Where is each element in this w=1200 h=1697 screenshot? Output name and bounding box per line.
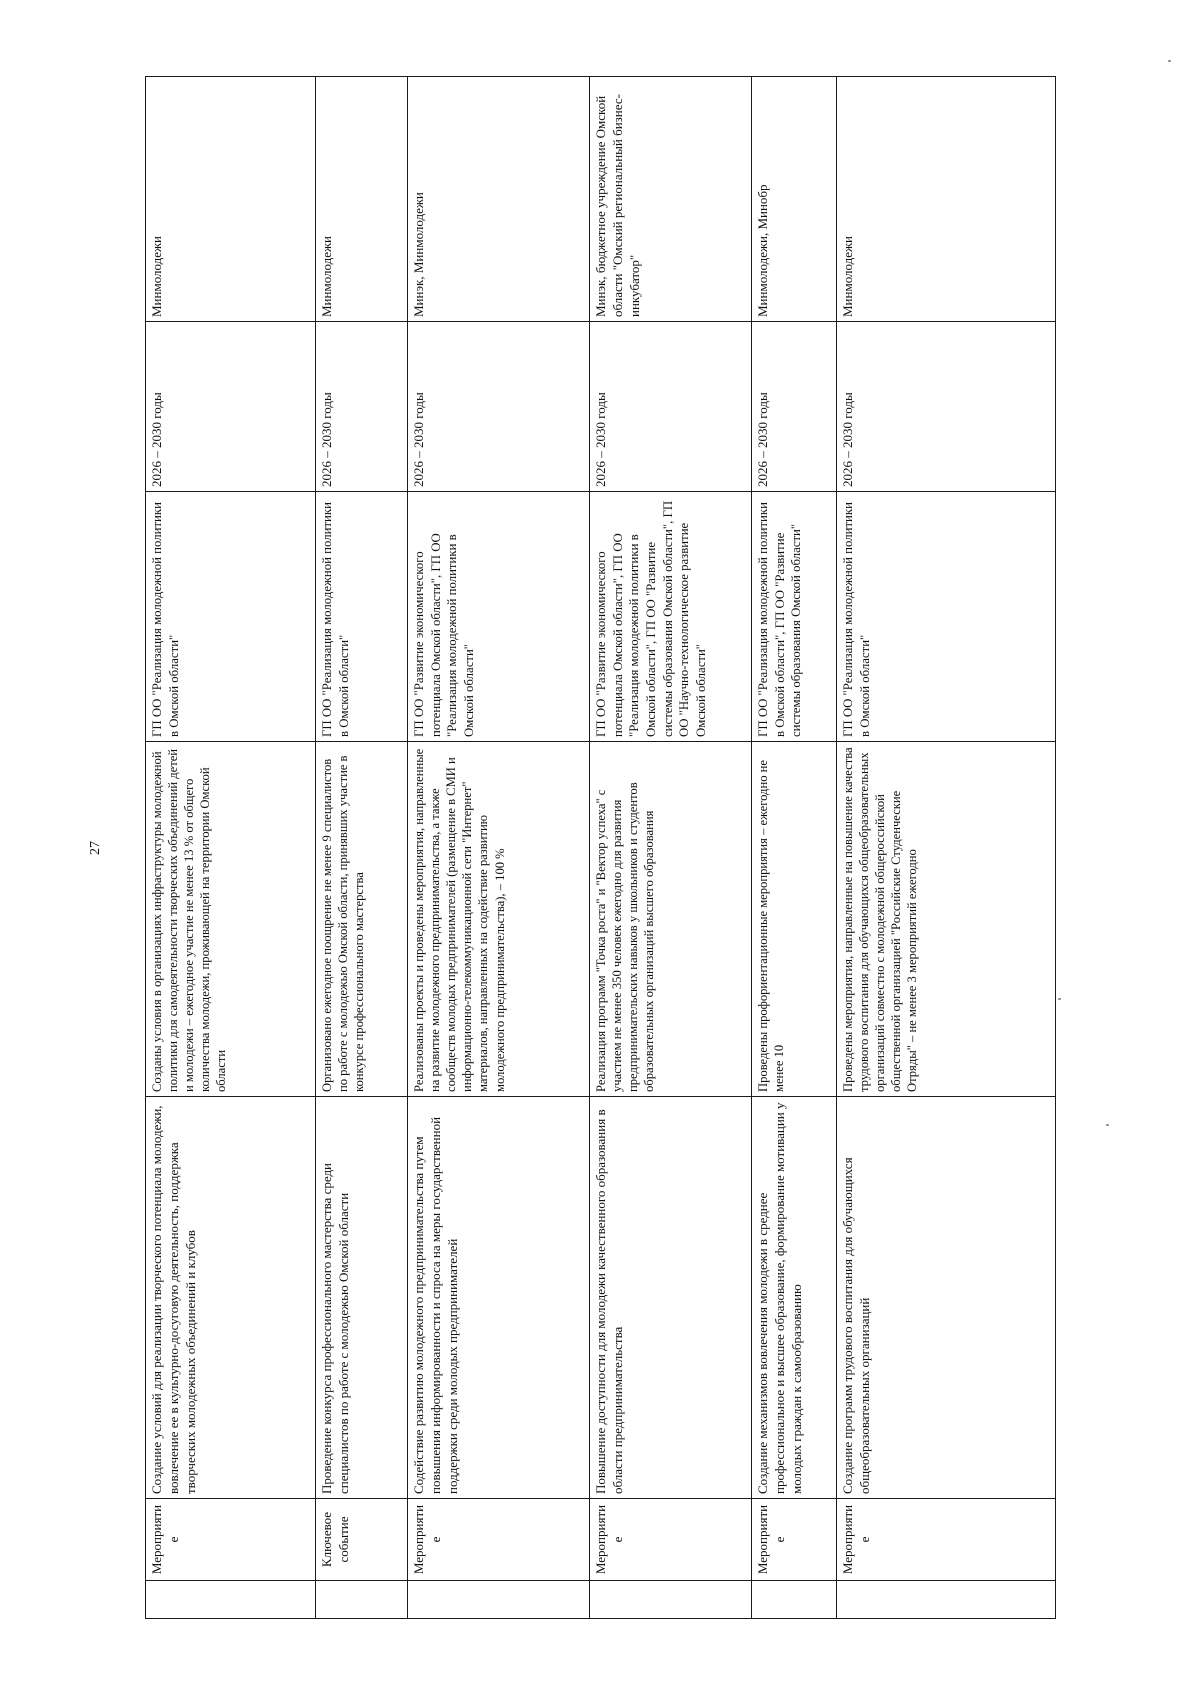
- row-number-cell: [837, 1581, 1056, 1619]
- row-program-cell: ГП ОО "Развитие экономического потенциала Омской области", ГП ОО "Реализация молодежной политики в Омской области": [408, 492, 590, 742]
- row-result-cell: Проведены мероприятия, направленные на повышение качества трудового воспитания для обучающихся общеобразовательных организаций совместно с молодежной общероссийской общественной организацией "Российские Студенческие Отряды" – не менее 3 мероприятий ежегодно: [837, 742, 1056, 1097]
- table-row: [752, 77, 837, 1619]
- row-term-cell: 2026 – 2030 годы: [590, 322, 752, 492]
- row-number-cell: [408, 1581, 590, 1619]
- page-number: 27: [88, 841, 103, 855]
- table-row: [590, 77, 752, 1619]
- row-term-cell: 2026 – 2030 годы: [752, 322, 837, 492]
- row-name-cell: Создание программ трудового воспитания для обучающихся общеобразовательных организаций: [837, 1097, 1056, 1499]
- row-program-cell: ГП ОО "Реализация молодежной политики в Омской области": [146, 492, 316, 742]
- row-type-cell: Мероприятие: [837, 1499, 1056, 1581]
- scan-speck: [1058, 998, 1061, 1000]
- row-name-cell: Проведение конкурса профессионального мастерства среди специалистов по работе с молодежью Омской области: [316, 1097, 408, 1499]
- row-number-cell: [752, 1581, 837, 1619]
- row-result-cell: Созданы условия в организациях инфраструктуры молодежной политики для самодеятельности творческих объединений детей и молодежи – ежегодное участие не менее 13 % от общего количества молодежи, проживающей на территории Омской области: [146, 742, 316, 1097]
- row-number-cell: [590, 1581, 752, 1619]
- row-result-cell: Реализованы проекты и проведены мероприятия, направленные на развитие молодежного предпринимательства, а также сообществ молодых предпринимателей (размещение в СМИ и информационно-телекоммуникационной сети "Интернет" материалов, направленных на содействие развитию молодежного предпринимательства), – 100 %: [408, 742, 590, 1097]
- row-type-cell: Ключевое событие: [316, 1499, 408, 1581]
- row-type-cell: Мероприятие: [146, 1499, 316, 1581]
- row-term-cell: 2026 – 2030 годы: [408, 322, 590, 492]
- row-result-cell: Реализация программ "Точка роста" и "Вектор успеха" с участием не менее 350 человек ежегодно для развития предпринимательских навыков у школьников и студентов образовательных организаций высшего образования: [590, 742, 752, 1097]
- row-executor-cell: Минмолодежи: [837, 77, 1056, 322]
- scan-speck: [1168, 60, 1171, 62]
- row-name-cell: Повышение доступности для молодежи качественного образования в области предпринимательства: [590, 1097, 752, 1499]
- row-number-cell: [316, 1581, 408, 1619]
- row-type-cell: Мероприятие: [408, 1499, 590, 1581]
- rotated-page: [145, 77, 1055, 1619]
- row-program-cell: ГП ОО "Реализация молодежной политики в Омской области": [316, 492, 408, 742]
- table-row: [316, 77, 408, 1619]
- row-program-cell: ГП ОО "Развитие экономического потенциала Омской области", ГП ОО "Реализация молодежной политики в Омской области", ГП ОО "Развитие системы образования Омской области", ГП ОО "Научно-технологическое развитие Омской области": [590, 492, 752, 742]
- row-executor-cell: Минэк, Минмолодежи: [408, 77, 590, 322]
- table-row: [146, 77, 316, 1619]
- row-term-cell: 2026 – 2030 годы: [316, 322, 408, 492]
- row-term-cell: 2026 – 2030 годы: [837, 322, 1056, 492]
- row-number-cell: [146, 1581, 316, 1619]
- row-name-cell: Создание механизмов вовлечения молодежи в среднее профессиональное и высшее образование, формирование мотивации у молодых граждан к самообразованию: [752, 1097, 837, 1499]
- events-table: [145, 76, 1056, 1619]
- row-executor-cell: Минмолодежи, Минобр: [752, 77, 837, 322]
- row-result-cell: Организовано ежегодное поощрение не менее 9 специалистов по работе с молодежью Омской области, принявших участие в конкурсе профессионального мастерства: [316, 742, 408, 1097]
- row-program-cell: ГП ОО "Реализация молодежной политики в Омской области", ГП ОО "Развитие системы образования Омской области": [752, 492, 837, 742]
- row-result-cell: Проведены профориентационные мероприятия – ежегодно не менее 10: [752, 742, 837, 1097]
- row-executor-cell: Минэк, бюджетное учреждение Омской области "Омский региональный бизнес-инкубатор": [590, 77, 752, 322]
- row-executor-cell: Минмолодежи: [316, 77, 408, 322]
- row-executor-cell: Минмолодежи: [146, 77, 316, 322]
- table-row: [837, 77, 1056, 1619]
- row-type-cell: Мероприятие: [590, 1499, 752, 1581]
- row-term-cell: 2026 – 2030 годы: [146, 322, 316, 492]
- row-name-cell: Создание условий для реализации творческого потенциала молодежи, вовлечение ее в культурно-досуговую деятельность, поддержка творческих молодежных объединений и клубов: [146, 1097, 316, 1499]
- row-program-cell: ГП ОО "Реализация молодежной политики в Омской области": [837, 492, 1056, 742]
- scan-speck: [1106, 1124, 1109, 1126]
- row-name-cell: Содействие развитию молодежного предпринимательства путем повышения информированности и спроса на меры государственной поддержки среди молодых предпринимателей: [408, 1097, 590, 1499]
- table-row: [408, 77, 590, 1619]
- row-type-cell: Мероприятие: [752, 1499, 837, 1581]
